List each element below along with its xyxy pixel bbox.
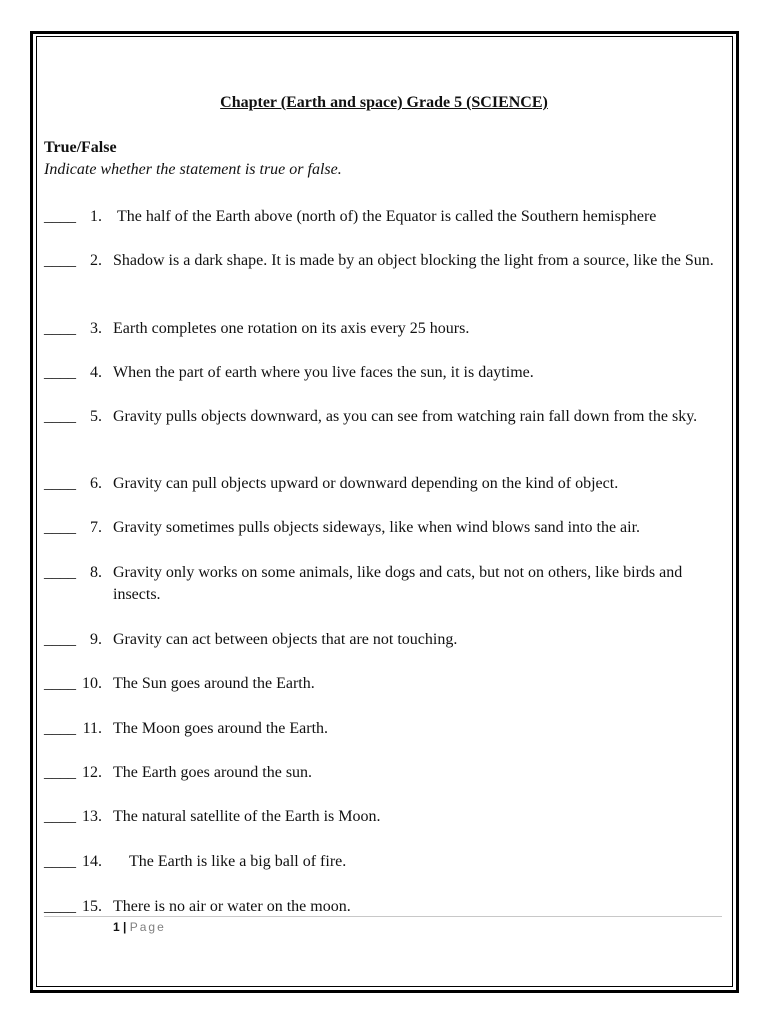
question-text: Gravity pulls objects downward, as you can see from watching rain fall down from the sky. bbox=[113, 408, 698, 425]
question-number: 13. bbox=[82, 808, 102, 825]
question-number: 2. bbox=[90, 252, 102, 269]
question-number: 1. bbox=[90, 208, 102, 225]
question-number: 9. bbox=[90, 631, 102, 648]
answer-blank: ____ bbox=[44, 764, 76, 781]
question-number: 15. bbox=[82, 898, 102, 915]
question-text: The Moon goes around the Earth. bbox=[113, 720, 329, 737]
question-text: Shadow is a dark shape. It is made by an object blocking the light from a source, like the Sun. bbox=[113, 252, 714, 269]
answer-blank: ____ bbox=[44, 720, 76, 737]
page-label: Page bbox=[129, 920, 166, 934]
question-text: Gravity can pull objects upward or downward depending on the kind of object. bbox=[113, 475, 619, 492]
question-number: 12. bbox=[82, 764, 102, 781]
answer-blank: ____ bbox=[44, 898, 76, 915]
footer-divider bbox=[44, 916, 722, 917]
question-number: 6. bbox=[90, 475, 102, 492]
question-text: When the part of earth where you live faces the sun, it is daytime. bbox=[113, 364, 534, 381]
answer-blank: ____ bbox=[44, 853, 76, 870]
section-title: True/False bbox=[44, 139, 117, 156]
question-number: 8. bbox=[90, 564, 102, 581]
answer-blank: ____ bbox=[44, 208, 76, 225]
question-number: 3. bbox=[90, 320, 102, 337]
answer-blank: ____ bbox=[44, 408, 76, 425]
question-number: 14. bbox=[82, 853, 102, 870]
question-text: Gravity sometimes pulls objects sideways, like when wind blows sand into the air. bbox=[113, 519, 641, 536]
question-number: 7. bbox=[90, 519, 102, 536]
question-text: The Earth goes around the sun. bbox=[113, 764, 313, 781]
answer-blank: ____ bbox=[44, 564, 76, 581]
answer-blank: ____ bbox=[44, 364, 76, 381]
document-title: Chapter (Earth and space) Grade 5 (SCIENCE) bbox=[220, 94, 548, 111]
page-number: 1 bbox=[113, 920, 120, 934]
question-text: Earth completes one rotation on its axis every 25 hours. bbox=[113, 320, 470, 337]
answer-blank: ____ bbox=[44, 631, 76, 648]
question-number: 11. bbox=[82, 720, 102, 737]
question-text: Gravity only works on some animals, like dogs and cats, but not on others, like birds and insects. bbox=[113, 564, 687, 603]
question-text: The Sun goes around the Earth. bbox=[113, 675, 315, 692]
question-text: There is no air or water on the moon. bbox=[113, 898, 351, 915]
instructions: Indicate whether the statement is true or false. bbox=[44, 161, 342, 178]
answer-blank: ____ bbox=[44, 252, 76, 269]
answer-blank: ____ bbox=[44, 675, 76, 692]
question-text: Gravity can act between objects that are not touching. bbox=[113, 631, 458, 648]
question-number: 10. bbox=[82, 675, 102, 692]
question-text: The half of the Earth above (north of) the Equator is called the Southern hemisphere bbox=[113, 208, 657, 225]
question-number: 4. bbox=[90, 364, 102, 381]
answer-blank: ____ bbox=[44, 808, 76, 825]
answer-blank: ____ bbox=[44, 320, 76, 337]
footer-separator: | bbox=[123, 920, 127, 934]
question-number: 5. bbox=[90, 408, 102, 425]
page-footer bbox=[113, 920, 166, 934]
question-text: The Earth is like a big ball of fire. bbox=[113, 853, 347, 870]
question-text: The natural satellite of the Earth is Moon. bbox=[113, 808, 381, 825]
answer-blank: ____ bbox=[44, 519, 76, 536]
answer-blank: ____ bbox=[44, 475, 76, 492]
